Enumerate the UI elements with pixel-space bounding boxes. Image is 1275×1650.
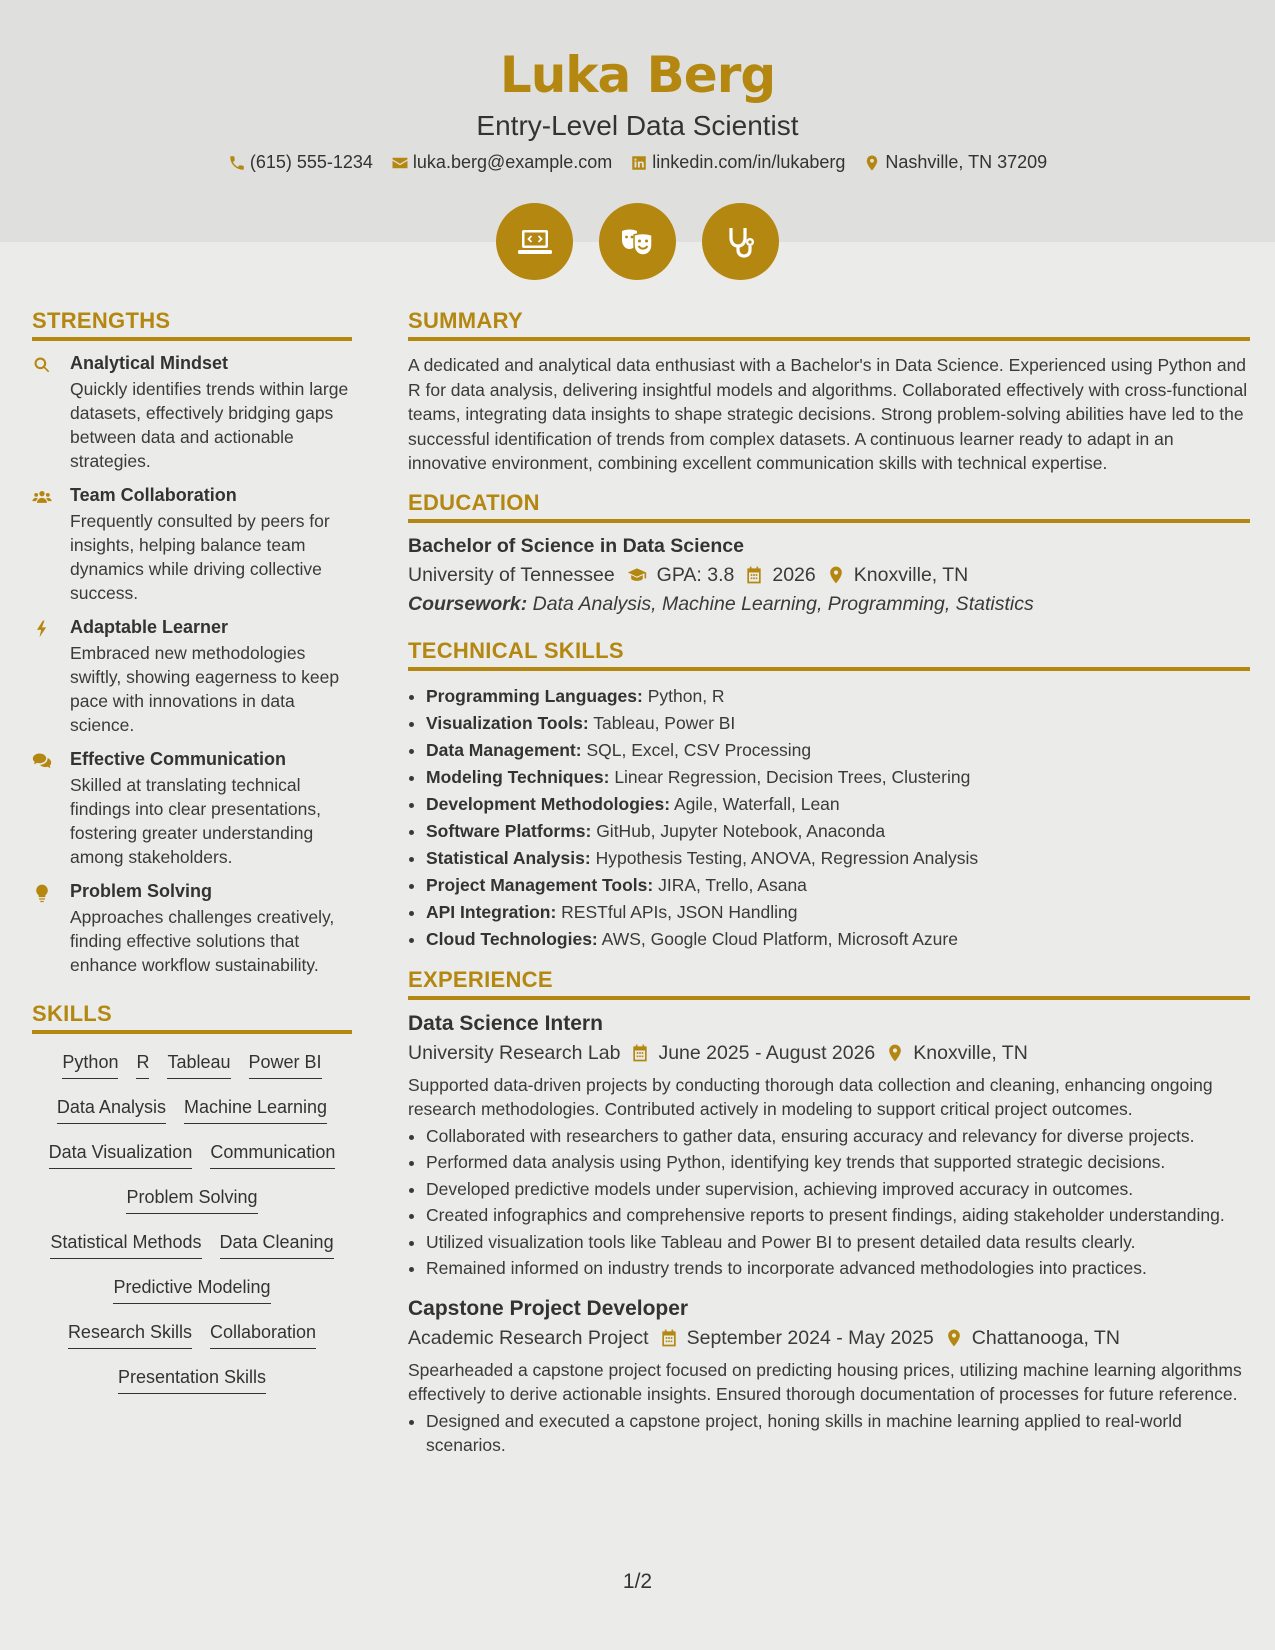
- skill-value: GitHub, Jupyter Notebook, Anaconda: [596, 820, 886, 841]
- theater-masks-icon: [599, 203, 676, 280]
- contact-location-text: Nashville, TN 37209: [885, 152, 1048, 172]
- skill-tag: Power BI: [249, 1050, 322, 1079]
- strength-name: Team Collaboration: [70, 485, 237, 505]
- job-title: Capstone Project Developer: [408, 1296, 689, 1320]
- job-bullets: [408, 1124, 1250, 1281]
- skill-tag: Communication: [210, 1140, 335, 1169]
- education-gpa: GPA: 3.8: [656, 563, 735, 586]
- coursework-text: Data Analysis, Machine Learning, Programming, Statistics: [532, 592, 1034, 615]
- experience-heading: EXPERIENCE: [408, 967, 1250, 1000]
- skill-value: JIRA, Trello, Asana: [658, 874, 807, 895]
- skill-label: Software Platforms:: [426, 820, 592, 841]
- skill-label: Project Management Tools:: [426, 874, 654, 895]
- strength-item: [32, 353, 352, 473]
- job-location: Chattanooga, TN: [971, 1326, 1120, 1349]
- job-org: University Research Lab: [408, 1041, 621, 1064]
- skill-label: Visualization Tools:: [426, 712, 589, 733]
- education-meta: [408, 564, 1250, 587]
- job-bullets: [408, 1409, 1250, 1458]
- list-item: • Created infographics and comprehensive reports to present findings, aiding stakeholder understanding.: [426, 1203, 1250, 1228]
- job-location: Knoxville, TN: [913, 1041, 1028, 1064]
- job-title: Data Science Intern: [408, 1011, 603, 1035]
- users-icon: [32, 487, 52, 507]
- list-item: • Developed predictive models under supervision, achieving improved accuracy in outcomes.: [426, 1177, 1250, 1202]
- skill-value: SQL, Excel, CSV Processing: [586, 739, 812, 760]
- envelope-icon: [391, 154, 409, 172]
- job-meta: [408, 1327, 1250, 1350]
- job-dates: June 2025 - August 2026: [658, 1041, 876, 1064]
- linkedin-icon: [630, 154, 648, 172]
- skill-value: Python, R: [647, 685, 725, 706]
- contact-email-text: luka.berg@example.com: [412, 152, 613, 172]
- map-pin-icon: [826, 565, 846, 585]
- skill-tag: Tableau: [167, 1050, 230, 1079]
- contact-email[interactable]: [391, 152, 612, 173]
- skill-value: AWS, Google Cloud Platform, Microsoft Azure: [601, 928, 958, 949]
- skill-label: Programming Languages:: [426, 685, 643, 706]
- job-description: Spearheaded a capstone project focused on predicting housing prices, utilizing machine learning algorithms effectively to derive actionable insights. Ensured thorough documentation of processes for future reference.: [408, 1359, 1242, 1404]
- laptop-code-icon: [496, 203, 573, 280]
- strength-name: Adaptable Learner: [70, 617, 229, 637]
- skill-tag: R: [136, 1050, 149, 1079]
- skill-tag: Data Analysis: [57, 1095, 166, 1124]
- list-item: • Performed data analysis using Python, identifying key trends that supported strategic decisions.: [426, 1150, 1250, 1175]
- skill-tag: Presentation Skills: [118, 1365, 266, 1394]
- list-item: [426, 683, 1250, 710]
- list-item: [426, 737, 1250, 764]
- skill-value: Linear Regression, Decision Trees, Clustering: [614, 766, 971, 787]
- coursework-label: Coursework:: [408, 592, 528, 615]
- strength-item: [32, 881, 352, 977]
- skill-label: Development Methodologies:: [426, 793, 671, 814]
- job-meta: [408, 1042, 1250, 1065]
- lightbulb-icon: [32, 883, 52, 903]
- summary-text: A dedicated and analytical data enthusiast with a Bachelor's in Data Science. Experienced using Python and R for data analysis, delivering insightful models and algorithms. Collaborated effectively with cross-functional teams, integrating data insights to shape strategic decisions. Strong problem-solving abilities have led to the successful identification of trends from complex datasets. A continuous learner ready to adapt in an innovative environment, combining excellent communication skills with technical expertise.: [408, 355, 1248, 473]
- skill-label: Modeling Techniques:: [426, 766, 610, 787]
- skill-tag: Collaboration: [210, 1320, 316, 1349]
- map-pin-icon: [863, 154, 881, 172]
- phone-icon: [228, 154, 246, 172]
- map-pin-icon: [944, 1328, 964, 1348]
- hobby-icons: [0, 203, 1275, 280]
- education-heading: EDUCATION: [408, 490, 1250, 523]
- skill-value: Hypothesis Testing, ANOVA, Regression Analysis: [595, 847, 979, 868]
- contact-phone[interactable]: [228, 152, 373, 173]
- calendar-icon: [630, 1043, 650, 1063]
- comments-icon: [32, 751, 52, 771]
- list-item: [426, 764, 1250, 791]
- list-item: [426, 845, 1250, 872]
- strength-desc: Approaches challenges creatively, finding effective solutions that enhance workflow sustainability.: [70, 907, 335, 975]
- strengths-heading: STRENGTHS: [32, 308, 352, 341]
- skill-value: Tableau, Power BI: [593, 712, 736, 733]
- job-org: Academic Research Project: [408, 1326, 649, 1349]
- skill-tag: Predictive Modeling: [113, 1275, 270, 1304]
- skill-label: API Integration:: [426, 901, 557, 922]
- skill-tag: Data Cleaning: [220, 1230, 334, 1259]
- strength-item: [32, 485, 352, 605]
- strength-item: [32, 749, 352, 869]
- list-item: [426, 872, 1250, 899]
- list-item: • Designed and executed a capstone project, honing skills in machine learning applied to real-world scenarios.: [426, 1409, 1250, 1458]
- calendar-icon: [659, 1328, 679, 1348]
- skill-tag: Python: [62, 1050, 118, 1079]
- skill-tag: Data Visualization: [49, 1140, 193, 1169]
- list-item: [426, 899, 1250, 926]
- technical-skills-heading: TECHNICAL SKILLS: [408, 638, 1250, 671]
- skill-tag: Problem Solving: [126, 1185, 257, 1214]
- education-year: 2026: [772, 563, 816, 586]
- skill-tag: Research Skills: [68, 1320, 192, 1349]
- strength-name: Analytical Mindset: [70, 353, 229, 373]
- candidate-name: Luka Berg: [499, 46, 776, 104]
- skill-label: Cloud Technologies:: [426, 928, 598, 949]
- list-item: • Collaborated with researchers to gather data, ensuring accuracy and relevancy for diverse projects.: [426, 1124, 1250, 1149]
- list-item: [426, 818, 1250, 845]
- skill-tag: Statistical Methods: [50, 1230, 201, 1259]
- search-icon: [32, 355, 52, 375]
- candidate-role: Entry-Level Data Scientist: [476, 110, 799, 141]
- strength-name: Problem Solving: [70, 881, 213, 901]
- job-dates: September 2024 - May 2025: [686, 1326, 934, 1349]
- contact-linkedin[interactable]: [630, 152, 845, 173]
- skills-tags: [32, 1046, 352, 1398]
- stethoscope-icon: [702, 203, 779, 280]
- left-column: [32, 308, 352, 1398]
- bolt-icon: [32, 619, 52, 639]
- education-degree: Bachelor of Science in Data Science: [408, 534, 744, 557]
- skill-label: Statistical Analysis:: [426, 847, 591, 868]
- skill-value: RESTful APIs, JSON Handling: [561, 901, 798, 922]
- map-pin-icon: [885, 1043, 905, 1063]
- job-entry: [408, 1012, 1250, 1281]
- strength-desc: Frequently consulted by peers for insights, helping balance team dynamics while driving collective success.: [70, 511, 330, 603]
- skill-value: Agile, Waterfall, Lean: [673, 793, 840, 814]
- job-entry: [408, 1297, 1250, 1458]
- contact-bar: [0, 152, 1275, 173]
- strength-name: Effective Communication: [70, 749, 287, 769]
- strength-item: [32, 617, 352, 737]
- calendar-icon: [744, 565, 764, 585]
- list-item: • Utilized visualization tools like Tableau and Power BI to present detailed data results clearly.: [426, 1230, 1250, 1255]
- summary-heading: SUMMARY: [408, 308, 1250, 341]
- education-coursework: [408, 593, 1250, 616]
- list-item: [426, 710, 1250, 737]
- right-column: [408, 308, 1250, 1474]
- technical-skills-list: [408, 683, 1250, 953]
- page-number: 1/2: [622, 1570, 653, 1593]
- contact-location: [863, 152, 1047, 173]
- strength-desc: Skilled at translating technical findings into clear presentations, fostering greater understanding among stakeholders.: [70, 775, 321, 867]
- contact-phone-text: (615) 555-1234: [249, 152, 373, 172]
- skills-heading: SKILLS: [32, 1001, 352, 1034]
- contact-linkedin-text: linkedin.com/in/lukaberg: [652, 152, 846, 172]
- job-description: Supported data-driven projects by conducting thorough data collection and cleaning, enhancing ongoing research methodologies. Contributed actively in modeling to support critical project outcomes.: [408, 1074, 1213, 1119]
- strength-desc: Embraced new methodologies swiftly, showing eagerness to keep pace with innovations in data science.: [70, 643, 340, 735]
- list-item: [426, 926, 1250, 953]
- skill-tag: Machine Learning: [184, 1095, 327, 1124]
- skill-label: Data Management:: [426, 739, 582, 760]
- education-location: Knoxville, TN: [853, 563, 969, 586]
- list-item: • Remained informed on industry trends to incorporate advanced methodologies into practices.: [426, 1256, 1250, 1281]
- education-school: University of Tennessee: [408, 563, 615, 586]
- list-item: [426, 791, 1250, 818]
- strength-desc: Quickly identifies trends within large datasets, effectively bridging gaps between data and actionable strategies.: [70, 379, 349, 471]
- graduation-cap-icon: [625, 565, 649, 585]
